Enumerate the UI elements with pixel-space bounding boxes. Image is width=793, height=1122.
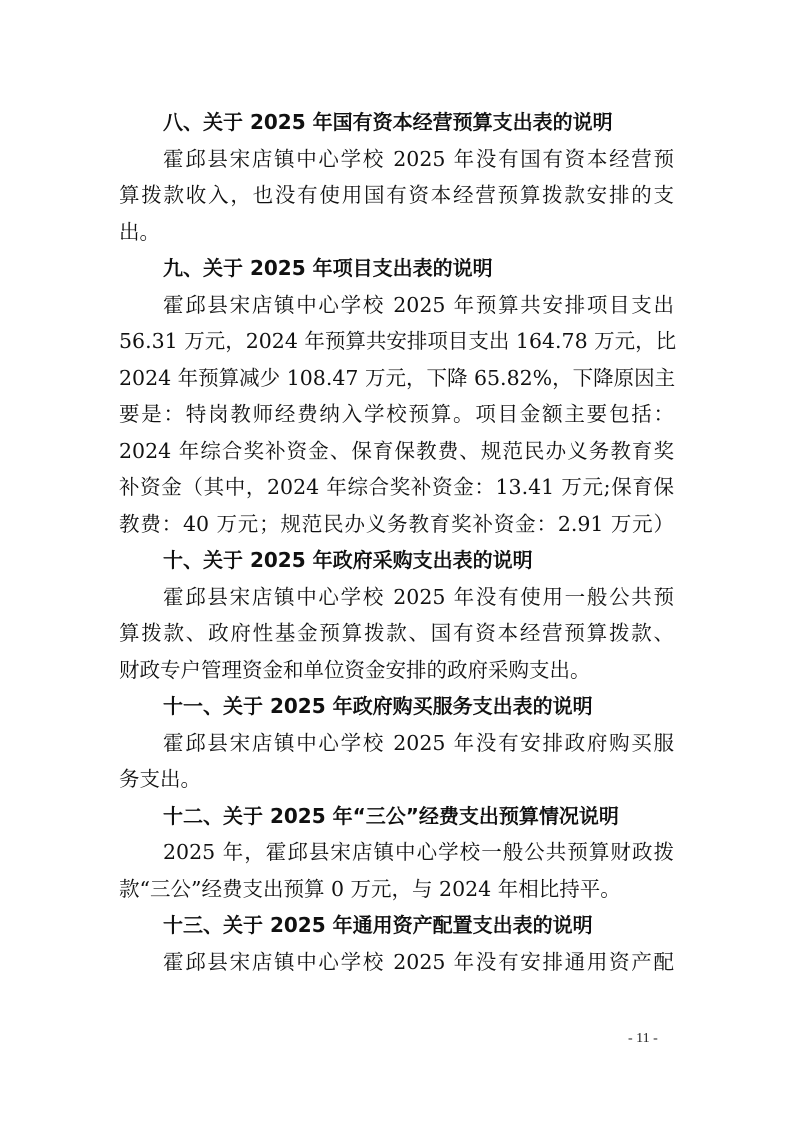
paragraph-line: 款“三公”经费支出预算 0 万元，与 2024 年相比持平。 — [119, 876, 621, 901]
section-heading-8: 八、关于 2025 年国有资本经营预算支出表的说明 — [163, 110, 613, 134]
paragraph-line: 霍邱县宋店镇中心学校 2025 年没有安排通用资产配 — [163, 949, 674, 974]
paragraph-line: 霍邱县宋店镇中心学校 2025 年预算共安排项目支出 — [163, 292, 674, 317]
section-heading-12: 十二、关于 2025 年“三公”经费支出预算情况说明 — [163, 803, 619, 828]
paragraph-line: 要是：特岗教师经费纳入学校预算。项目金额主要包括： — [119, 402, 674, 426]
paragraph-line: 2025 年，霍邱县宋店镇中心学校一般公共预算财政拨 — [163, 840, 674, 864]
paragraph-line: 霍邱县宋店镇中心学校 2025 年没有使用一般公共预 — [163, 584, 674, 609]
paragraph-line: 财政专户管理资金和单位资金安排的政府采购支出。 — [119, 657, 591, 682]
paragraph-line: 教费：40 万元；规范民办义务教育奖补资金：2.91 万元） — [119, 511, 674, 536]
paragraph-line: 算拨款收入，也没有使用国有资本经营预算拨款安排的支 — [119, 183, 674, 207]
paragraph-line: 霍邱县宋店镇中心学校 2025 年没有国有资本经营预 — [163, 146, 674, 171]
paragraph-line: 务支出。 — [119, 767, 201, 791]
section-heading-11: 十一、关于 2025 年政府购买服务支出表的说明 — [163, 694, 593, 718]
section-heading-10: 十、关于 2025 年政府采购支出表的说明 — [163, 548, 533, 572]
paragraph-line: 霍邱县宋店镇中心学校 2025 年没有安排政府购买服 — [163, 730, 674, 755]
section-heading-13: 十三、关于 2025 年通用资产配置支出表的说明 — [163, 913, 593, 937]
paragraph-line: 算拨款、政府性基金预算拨款、国有资本经营预算拨款、 — [119, 621, 674, 645]
page-number: - 11 - — [628, 1031, 658, 1046]
section-heading-9: 九、关于 2025 年项目支出表的说明 — [163, 256, 493, 280]
document-page — [119, 104, 677, 980]
paragraph-line: 出。 — [119, 219, 160, 244]
paragraph-line: 补资金（其中，2024 年综合奖补资金：13.41 万元;保育保 — [119, 475, 674, 499]
paragraph-line: 2024 年综合奖补资金、保育保教费、规范民办义务教育奖 — [119, 438, 674, 463]
paragraph-line: 56.31 万元，2024 年预算共安排项目支出 164.78 万元，比 — [119, 329, 677, 353]
paragraph-line: 2024 年预算减少 108.47 万元，下降 65.82%，下降原因主 — [119, 365, 676, 390]
